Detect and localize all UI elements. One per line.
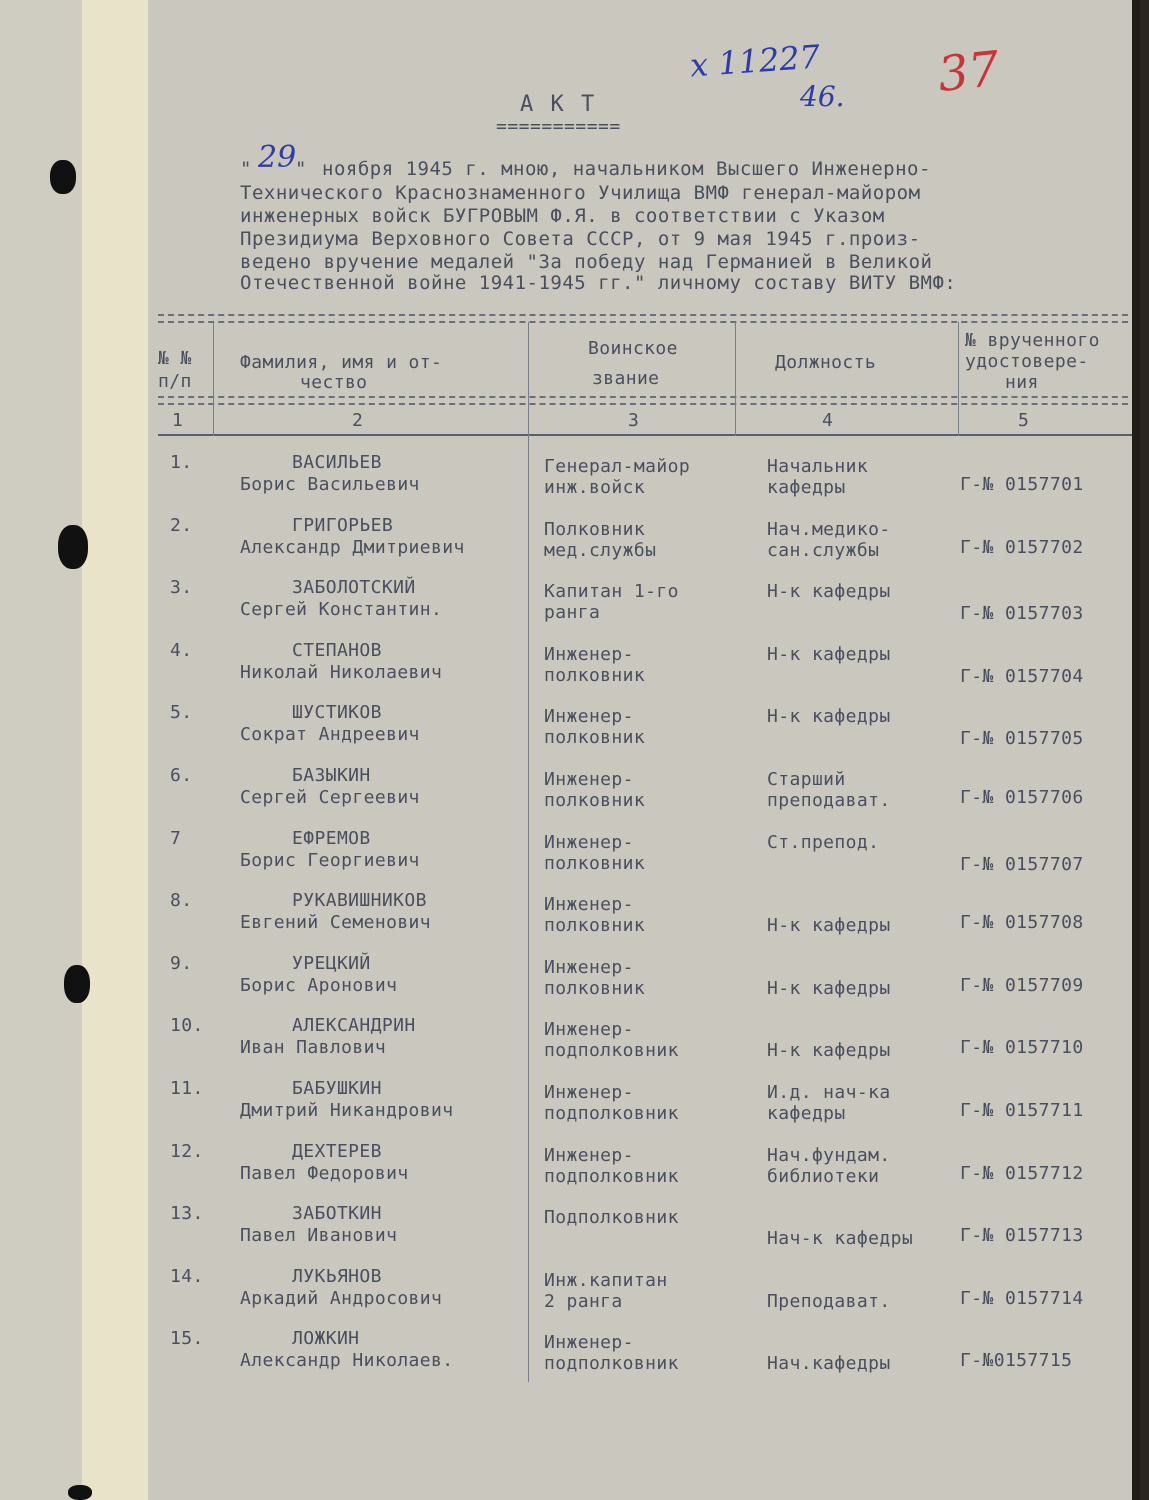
punch-hole bbox=[68, 1485, 92, 1500]
page-number: 37 bbox=[935, 40, 1002, 104]
intro-line: ведено вручение медалей "За победу над Германией в Великой bbox=[240, 251, 933, 273]
row-number: 8. bbox=[170, 890, 193, 911]
row-surname: ШУСТИКОВ bbox=[292, 702, 382, 723]
row-certificate: Г-№ 0157701 bbox=[960, 474, 1084, 495]
row-given-names: Сократ Андреевич bbox=[240, 724, 420, 745]
row-given-names: Сергей Константин. bbox=[240, 599, 443, 620]
row-certificate: Г-№ 0157713 bbox=[960, 1225, 1084, 1246]
row-given-names: Павел Федорович bbox=[240, 1163, 409, 1184]
punch-hole bbox=[58, 525, 88, 569]
row-certificate: Г-№ 0157714 bbox=[960, 1288, 1084, 1309]
row-surname: ГРИГОРЬЕВ bbox=[292, 515, 394, 536]
header-rule bbox=[158, 396, 1138, 398]
row-position: Н-к кафедры bbox=[767, 644, 891, 665]
row-rank: Подполковник bbox=[544, 1207, 679, 1228]
row-given-names: Иван Павлович bbox=[240, 1037, 387, 1058]
header-certificate: ния bbox=[1005, 372, 1039, 393]
row-surname: ЗАБОЛОТСКИЙ bbox=[292, 577, 416, 598]
row-position: Старший bbox=[767, 769, 846, 790]
row-rank: Инженер- bbox=[544, 644, 634, 665]
row-surname: ДЕХТЕРЕВ bbox=[292, 1141, 382, 1162]
row-position: Н-к кафедры bbox=[767, 581, 891, 602]
row-rank: Полковник bbox=[544, 519, 646, 540]
punch-hole bbox=[64, 965, 90, 1003]
row-number: 10. bbox=[170, 1015, 204, 1036]
intro-line: Президиума Верховного Совета СССР, от 9 мая 1945 г.произ- bbox=[240, 228, 921, 250]
row-number: 13. bbox=[170, 1203, 204, 1224]
row-position: Н-к кафедры bbox=[767, 706, 891, 727]
row-certificate: Г-№ 0157704 bbox=[960, 666, 1084, 687]
row-given-names: Дмитрий Никандрович bbox=[240, 1100, 454, 1121]
row-position: И.д. нач-ка bbox=[767, 1082, 891, 1103]
header-num: № № bbox=[158, 348, 192, 369]
row-certificate: Г-№ 0157709 bbox=[960, 975, 1084, 996]
row-surname: ЗАБОТКИН bbox=[292, 1203, 382, 1224]
row-number: 4. bbox=[170, 640, 193, 661]
punch-hole bbox=[50, 160, 76, 194]
row-position: Н-к кафедры bbox=[767, 1040, 891, 1061]
row-position: Преподават. bbox=[767, 1291, 891, 1312]
row-rank: Инженер- bbox=[544, 1332, 634, 1353]
row-position: Нач-к кафедры bbox=[767, 1228, 914, 1249]
row-rank: 2 ранга bbox=[544, 1291, 623, 1312]
row-position: кафедры bbox=[767, 1103, 846, 1124]
row-certificate: Г-№ 0157712 bbox=[960, 1163, 1084, 1184]
row-certificate: Г-№ 0157703 bbox=[960, 603, 1084, 624]
row-rank: полковник bbox=[544, 665, 646, 686]
row-rank: полковник bbox=[544, 790, 646, 811]
row-surname: ЛУКЬЯНОВ bbox=[292, 1266, 382, 1287]
row-number: 6. bbox=[170, 765, 193, 786]
row-rank: мед.службы bbox=[544, 540, 657, 561]
row-position: Н-к кафедры bbox=[767, 915, 891, 936]
sheet-count: 46. bbox=[800, 80, 845, 113]
column-divider bbox=[735, 322, 736, 436]
row-rank: полковник bbox=[544, 853, 646, 874]
binding-strip bbox=[82, 0, 152, 1500]
intro-day-quote-open: " bbox=[240, 158, 252, 180]
row-given-names: Борис Георгиевич bbox=[240, 850, 420, 871]
row-certificate: Г-№ 0157707 bbox=[960, 854, 1084, 875]
row-position: Нач.фундам. bbox=[767, 1145, 891, 1166]
row-position: Начальник bbox=[767, 456, 869, 477]
row-number: 3. bbox=[170, 577, 193, 598]
row-rank: инж.войск bbox=[544, 477, 646, 498]
row-position: Н-к кафедры bbox=[767, 978, 891, 999]
row-rank: Генерал-майор bbox=[544, 456, 691, 477]
row-given-names: Александр Дмитриевич bbox=[240, 537, 465, 558]
row-rank: ранга bbox=[544, 602, 601, 623]
row-number: 1. bbox=[170, 452, 193, 473]
row-position: преподават. bbox=[767, 790, 891, 811]
header-position: Должность bbox=[775, 352, 877, 373]
row-number: 9. bbox=[170, 953, 193, 974]
row-certificate: Г-№ 0157705 bbox=[960, 728, 1084, 749]
row-certificate: Г-№ 0157708 bbox=[960, 912, 1084, 933]
row-given-names: Сергей Сергеевич bbox=[240, 787, 420, 808]
row-rank: Инж.капитан bbox=[544, 1270, 668, 1291]
intro-line: Технического Краснознаменного Училища ВМФ генерал-майором bbox=[240, 182, 921, 204]
table-top-rule bbox=[158, 321, 1138, 323]
intro-day-quote-close: " bbox=[295, 158, 307, 180]
row-surname: ЕФРЕМОВ bbox=[292, 828, 371, 849]
row-given-names: Евгений Семенович bbox=[240, 912, 432, 933]
row-rank: Инженер- bbox=[544, 1082, 634, 1103]
header-certificate: № врученного bbox=[965, 330, 1100, 351]
row-number: 7 bbox=[170, 828, 182, 849]
scan-edge bbox=[1132, 0, 1140, 1500]
row-rank: Инженер- bbox=[544, 894, 634, 915]
header-num: п/п bbox=[158, 371, 192, 392]
row-rank: Капитан 1-го bbox=[544, 581, 679, 602]
row-certificate: Г-№ 0157711 bbox=[960, 1100, 1084, 1121]
column-divider bbox=[958, 322, 959, 436]
column-number: 3 bbox=[628, 410, 640, 431]
row-position: Ст.препод. bbox=[767, 832, 880, 853]
row-rank: Инженер- bbox=[544, 706, 634, 727]
row-number: 2. bbox=[170, 515, 193, 536]
row-rank: подполковник bbox=[544, 1103, 679, 1124]
row-position: сан.службы bbox=[767, 540, 880, 561]
row-given-names: Николай Николаевич bbox=[240, 662, 443, 683]
intro-line: инженерных войск БУГРОВЫМ Ф.Я. в соответствии с Указом bbox=[240, 205, 885, 227]
row-rank: полковник bbox=[544, 978, 646, 999]
header-rank: звание bbox=[592, 368, 660, 389]
row-number: 11. bbox=[170, 1078, 204, 1099]
row-surname: СТЕПАНОВ bbox=[292, 640, 382, 661]
row-surname: РУКАВИШНИКОВ bbox=[292, 890, 427, 911]
intro-line: ноября 1945 г. мною, начальником Высшего Инженерно- bbox=[322, 158, 931, 180]
title-underline: =========== bbox=[496, 116, 621, 137]
column-number: 2 bbox=[352, 410, 364, 431]
row-position: Нач.медико- bbox=[767, 519, 891, 540]
row-given-names: Александр Николаев. bbox=[240, 1350, 454, 1371]
row-rank: Инженер- bbox=[544, 1019, 634, 1040]
column-number-rule bbox=[158, 434, 1138, 436]
row-certificate: Г-№ 0157702 bbox=[960, 537, 1084, 558]
intro-line: Отечественной войне 1941-1945 гг." личному составу ВИТУ ВМФ: bbox=[240, 272, 957, 294]
row-rank: подполковник bbox=[544, 1353, 679, 1374]
row-surname: АЛЕКСАНДРИН bbox=[292, 1015, 416, 1036]
row-surname: ЛОЖКИН bbox=[292, 1328, 360, 1349]
row-rank: подполковник bbox=[544, 1040, 679, 1061]
row-position: кафедры bbox=[767, 477, 846, 498]
row-rank: Инженер- bbox=[544, 769, 634, 790]
row-number: 14. bbox=[170, 1266, 204, 1287]
column-number: 4 bbox=[822, 410, 834, 431]
row-number: 15. bbox=[170, 1328, 204, 1349]
header-rank: Воинское bbox=[588, 338, 678, 359]
row-certificate: Г-№0157715 bbox=[960, 1350, 1073, 1371]
archive-mark: х 11227 bbox=[688, 37, 822, 85]
row-surname: УРЕЦКИЙ bbox=[292, 953, 371, 974]
header-rule bbox=[158, 403, 1138, 405]
row-surname: БАЗЫКИН bbox=[292, 765, 371, 786]
row-given-names: Борис Аронович bbox=[240, 975, 398, 996]
row-position: библиотеки bbox=[767, 1166, 880, 1187]
row-rank: Инженер- bbox=[544, 832, 634, 853]
table-top-rule bbox=[158, 314, 1138, 316]
row-certificate: Г-№ 0157706 bbox=[960, 787, 1084, 808]
row-number: 12. bbox=[170, 1141, 204, 1162]
column-divider bbox=[213, 322, 214, 436]
row-rank: полковник bbox=[544, 727, 646, 748]
column-divider bbox=[528, 322, 529, 1382]
row-surname: БАБУШКИН bbox=[292, 1078, 382, 1099]
row-number: 5. bbox=[170, 702, 193, 723]
header-name: чество bbox=[300, 372, 368, 393]
row-certificate: Г-№ 0157710 bbox=[960, 1037, 1084, 1058]
header-certificate: удостовере- bbox=[965, 351, 1089, 372]
row-given-names: Борис Васильевич bbox=[240, 474, 420, 495]
column-number: 1 bbox=[172, 410, 184, 431]
row-rank: полковник bbox=[544, 915, 646, 936]
row-given-names: Аркадий Андросович bbox=[240, 1288, 443, 1309]
row-given-names: Павел Иванович bbox=[240, 1225, 398, 1246]
row-rank: Инженер- bbox=[544, 1145, 634, 1166]
row-rank: Инженер- bbox=[544, 957, 634, 978]
document-title: А К Т bbox=[520, 92, 597, 117]
intro-day: 29 bbox=[258, 140, 297, 175]
column-number: 5 bbox=[1018, 410, 1030, 431]
row-position: Нач.кафедры bbox=[767, 1353, 891, 1374]
header-name: Фамилия, имя и от- bbox=[240, 352, 443, 373]
row-surname: ВАСИЛЬЕВ bbox=[292, 452, 382, 473]
row-rank: подполковник bbox=[544, 1166, 679, 1187]
